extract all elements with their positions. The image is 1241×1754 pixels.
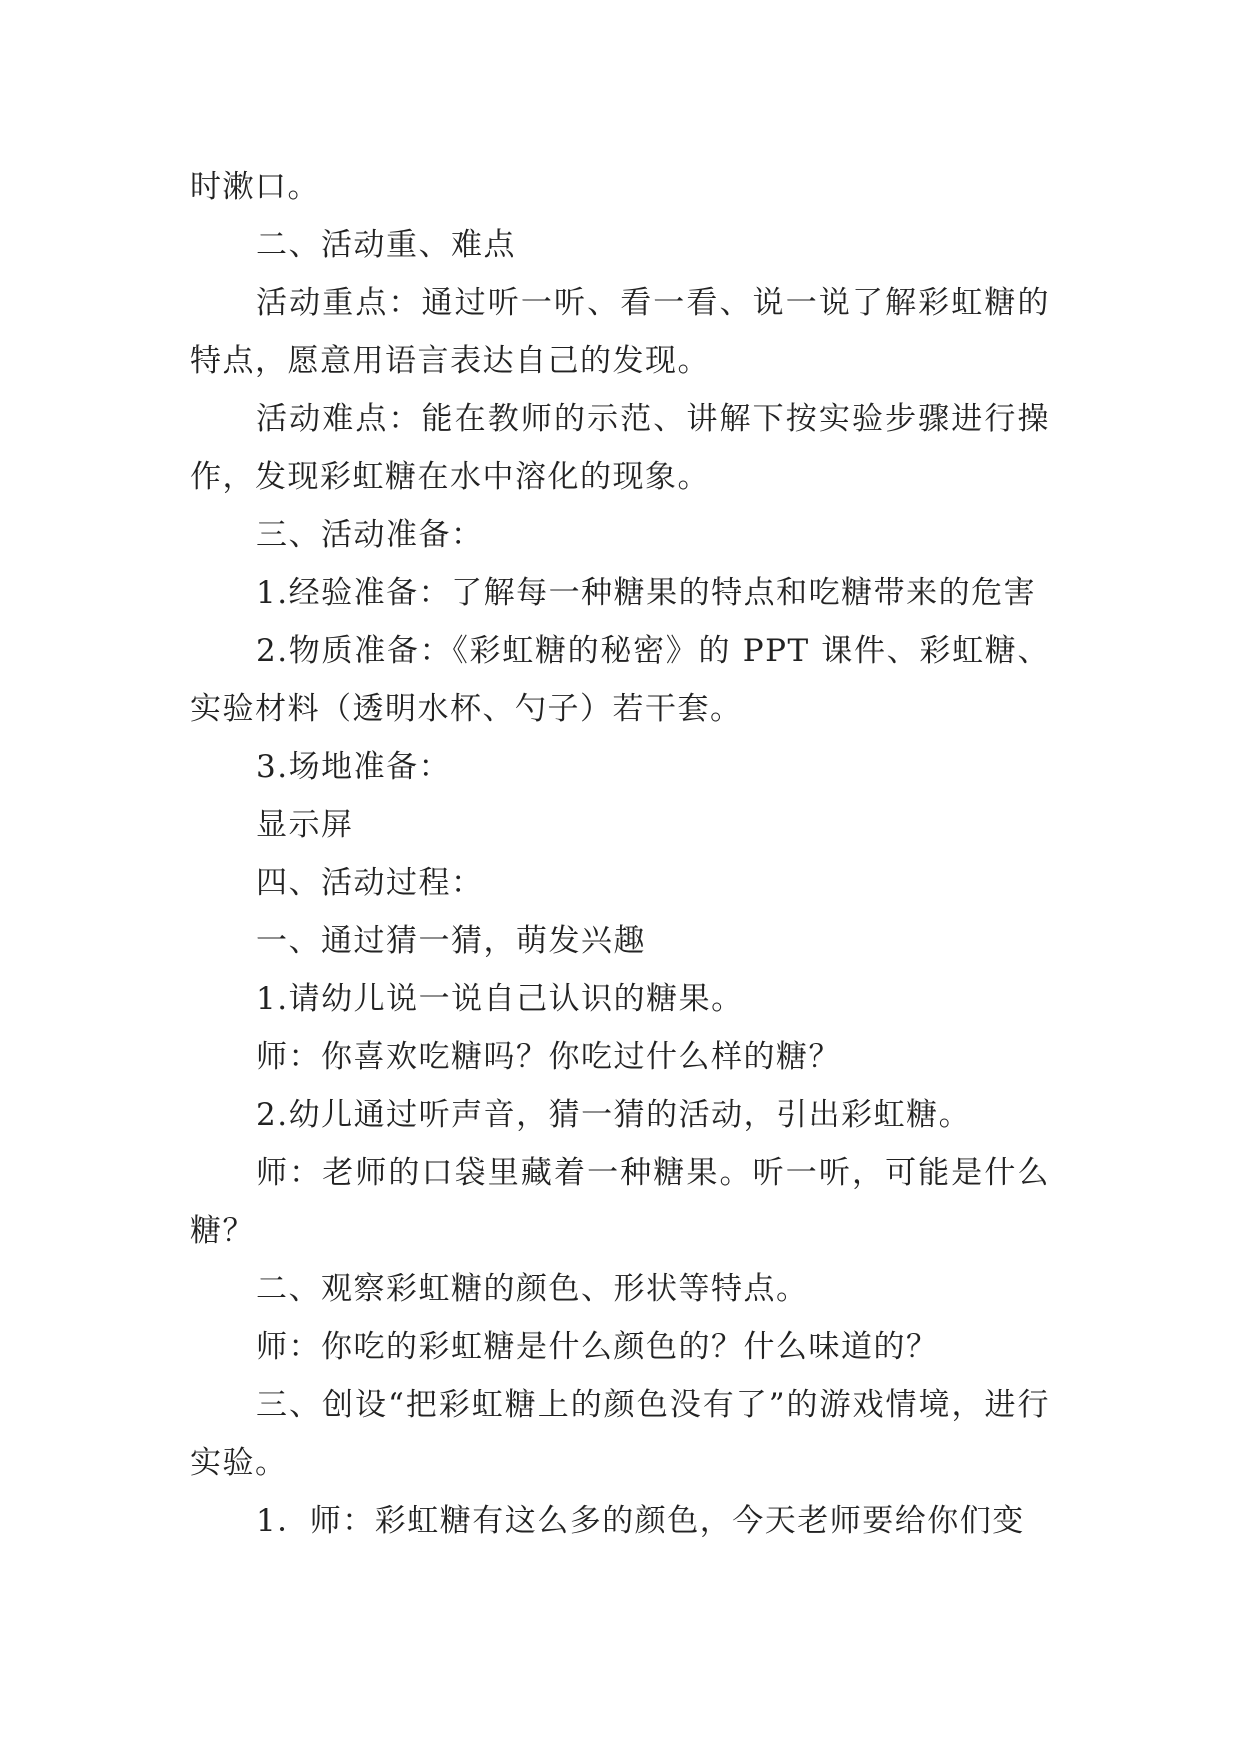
paragraph-1: 时漱口。	[190, 169, 320, 205]
paragraph-teacher-question-2: 师：老师的口袋里藏着一种糖果。听一听，可能是什么糖？	[190, 1155, 1050, 1249]
paragraph-material-prep: 2.物质准备：《彩虹糖的秘密》的 PPT 课件、彩虹糖、实验材料（透明水杯、勺子）若干套。	[190, 633, 1050, 727]
subheading-observe: 二、观察彩虹糖的颜色、形状等特点。	[256, 1271, 809, 1307]
paragraph-teacher-question-3: 师：你吃的彩虹糖是什么颜色的？什么味道的？	[256, 1329, 939, 1365]
paragraph-venue-prep: 3.场地准备：	[256, 749, 452, 785]
subheading-guess: 一、通过猜一猜，萌发兴趣	[256, 923, 646, 959]
subheading-experiment: 三、创设“把彩虹糖上的颜色没有了”的游戏情境，进行实验。	[190, 1387, 1050, 1481]
paragraph-step-2: 2.幼儿通过听声音，猜一猜的活动，引出彩虹糖。	[256, 1097, 972, 1133]
heading-key-difficult-points: 二、活动重、难点	[256, 227, 516, 263]
paragraph-key-point: 活动重点：通过听一听、看一看、说一说了解彩虹糖的特点，愿意用语言表达自己的发现。	[190, 285, 1050, 379]
heading-activity-process: 四、活动过程：	[256, 865, 484, 901]
paragraph-teacher-step-1: 1．师：彩虹糖有这么多的颜色，今天老师要给你们变	[256, 1503, 1025, 1539]
document-body	[190, 158, 1050, 1550]
paragraph-teacher-question-1: 师：你喜欢吃糖吗？你吃过什么样的糖？	[256, 1039, 841, 1075]
paragraph-experience-prep: 1.经验准备：了解每一种糖果的特点和吃糖带来的危害	[256, 575, 1037, 611]
heading-preparation: 三、活动准备：	[256, 517, 484, 553]
paragraph-difficult-point: 活动难点：能在教师的示范、讲解下按实验步骤进行操作，发现彩虹糖在水中溶化的现象。	[190, 401, 1050, 495]
paragraph-display-screen: 显示屏	[256, 807, 354, 843]
paragraph-step-1: 1.请幼儿说一说自己认识的糖果。	[256, 981, 744, 1017]
